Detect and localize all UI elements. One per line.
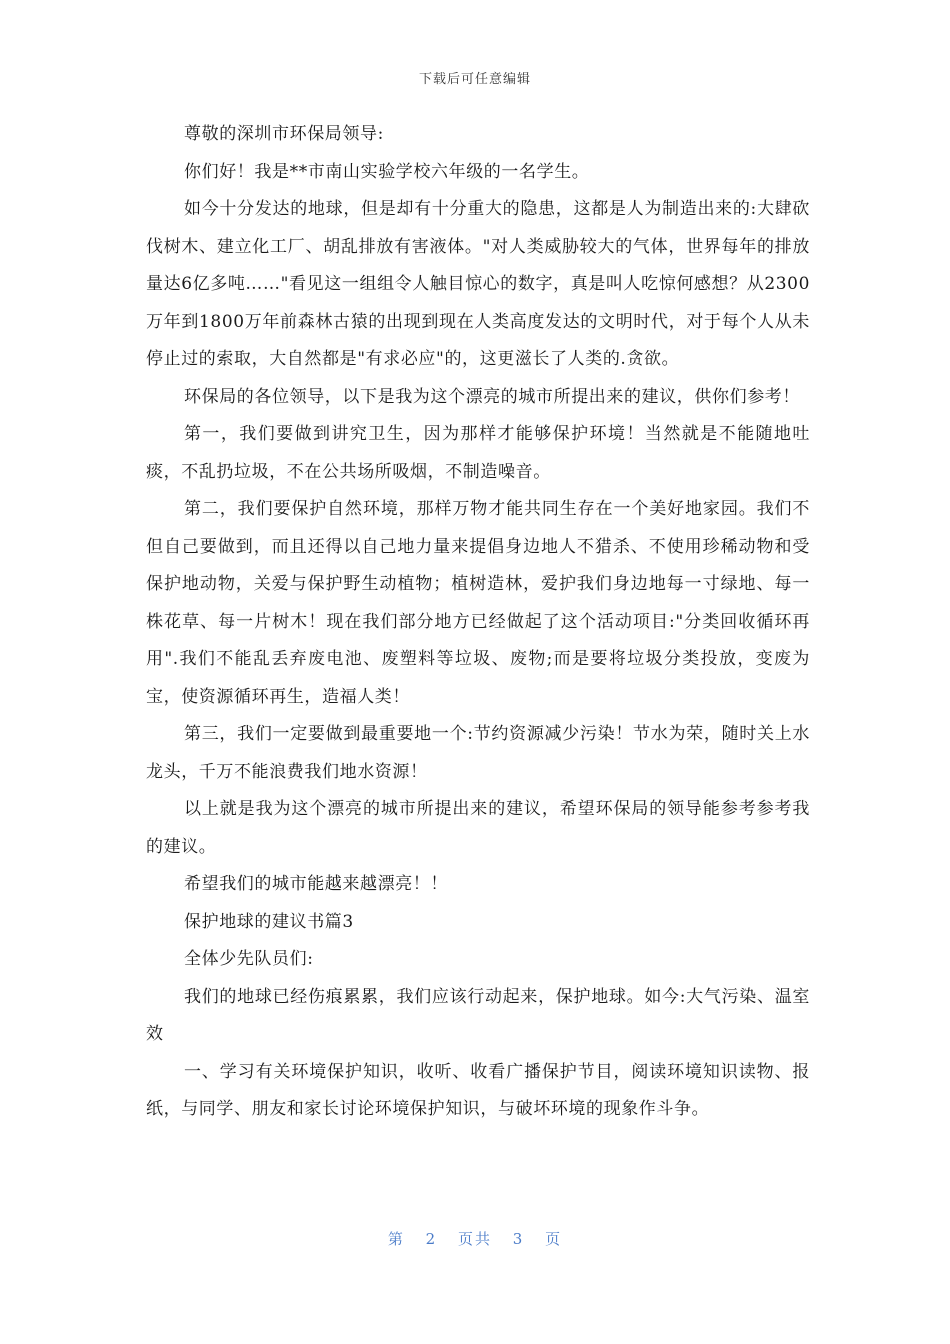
page-number: 第 2 页共 3 页	[387, 1230, 563, 1248]
body-paragraph: 如今十分发达的地球，但是却有十分重大的隐患，这都是人为制造出来的:大肆砍伐树木、建立化工厂、胡乱排放有害液体。"对人类威胁较大的气体，世界每年的排放量达6亿多吨……"看见这一组组令人触目惊心的数字，真是叫人吃惊何感想？从2300万年到1800万年前森林古猿的出现到现在人类高度发达的文明时代，对于每个人从未停止过的索取，大自然都是"有求必应"的，这更滋长了人类的.贪欲。	[146, 199, 810, 369]
body-paragraph: 环保局的各位领导，以下是我为这个漂亮的城市所提出来的建议，供你们参考！	[184, 386, 800, 407]
body-paragraph: 我们的地球已经伤痕累累，我们应该行动起来，保护地球。如今:大气污染、温室效	[146, 986, 810, 1044]
body-paragraph: 第三，我们一定要做到最重要地一个:节约资源减少污染！节水为荣，随时关上水龙头，千万不能浪费我们地水资源！	[146, 724, 810, 782]
salutation: 全体少先队员们:	[184, 949, 314, 969]
document-body	[146, 116, 810, 1129]
greeting-paragraph: 你们好！我是**市南山实验学校六年级的一名学生。	[184, 161, 590, 182]
body-paragraph: 第二，我们要保护自然环境，那样万物才能共同生存在一个美好地家园。我们不但自己要做到，而且还得以自己地力量来提倡身边地人不猎杀、不使用珍稀动物和受保护地动物，关爱与保护野生动植物；植树造林，爱护我们身边地每一寸绿地、每一株花草、每一片树木！现在我们部分地方已经做起了这个活动项目:"分类回收循环再用".我们不能乱丢弃废电池、废塑料等垃圾、废物;而是要将垃圾分类投放，变废为宝，使资源循环再生，造福人类！	[146, 499, 810, 707]
body-paragraph: 第一，我们要做到讲究卫生，因为那样才能够保护环境！当然就是不能随地吐痰，不乱扔垃圾，不在公共场所吸烟，不制造噪音。	[146, 424, 810, 482]
page-header: 下载后可任意编辑	[418, 72, 531, 87]
body-paragraph: 以上就是我为这个漂亮的城市所提出来的建议，希望环保局的领导能参考参考我的建议。	[146, 799, 810, 857]
closing-paragraph: 希望我们的城市能越来越漂亮！！	[184, 874, 448, 894]
salutation: 尊敬的深圳市环保局领导:	[184, 124, 384, 144]
section-heading: 保护地球的建议书篇3	[184, 911, 354, 932]
body-paragraph: 一、学习有关环境保护知识，收听、收看广播保护节目，阅读环境知识读物、报纸，与同学、朋友和家长讨论环境保护知识，与破坏环境的现象作斗争。	[146, 1061, 810, 1119]
